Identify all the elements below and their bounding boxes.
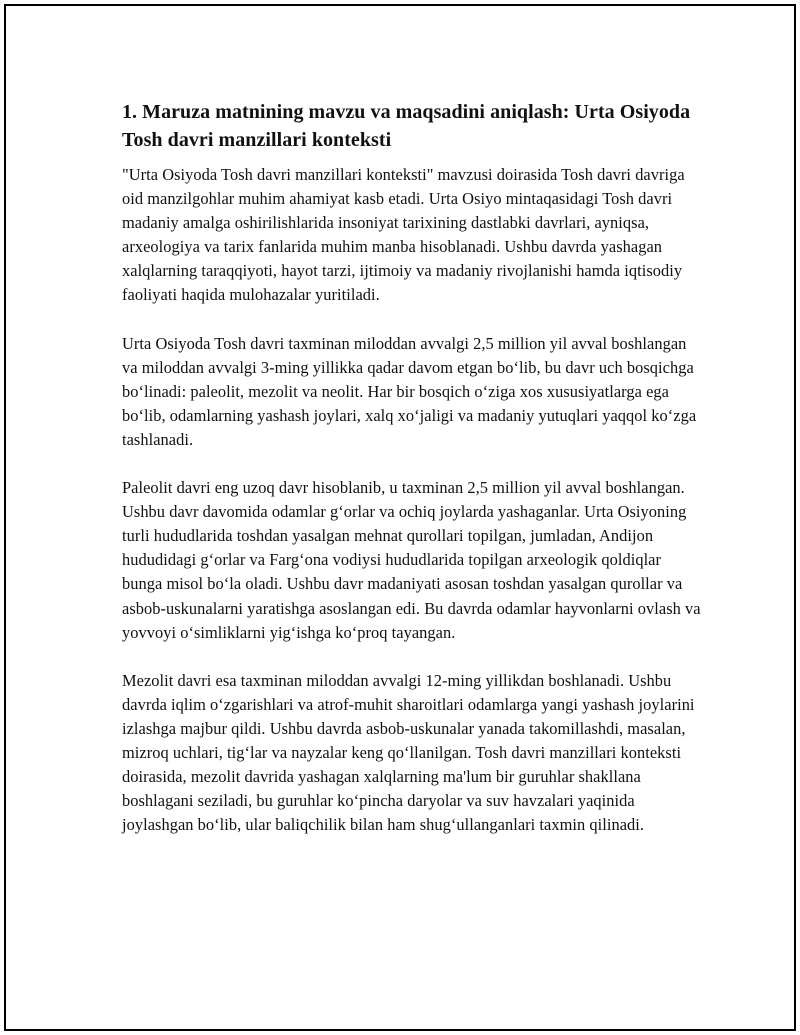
section-heading: 1. Maruza matnining mavzu va maqsadini aniqlash: Urta Osiyoda Tosh davri manzillari konteksti — [122, 101, 691, 151]
paragraph-paleolithic: Paleolit davri eng uzoq davr hisoblanib, u taxminan 2,5 million yil avval boshlangan. Ushbu davr davomida odamlar g‘orlar va ochiq joylarda yashaganlar. Urta Osiyoning turli hududlarida toshdan yasalgan mehnat qurollari topilgan, jumladan, Andijon hududidagi g‘orlar va Farg‘ona vodiysi hududlarida topilgan arxeologik qoldiqlar bunga misol bo‘la oladi. Ushbu davr madaniyati asosan toshdan yasalgan qurollar va asbob-uskunalarni yaratishga asoslangan edi. Bu davrda odamlar hayvonlarni ovlash va yovvoyi o‘simliklarni yig‘ishga ko‘proq tayangan. — [122, 478, 701, 642]
document-page — [4, 4, 796, 1031]
paragraph-stone-age-overview: Urta Osiyoda Tosh davri taxminan miloddan avvalgi 2,5 million yil avval boshlangan va miloddan avvalgi 3-ming yillikka qadar davom etgan bo‘lib, bu davr uch bosqichga bo‘linadi: paleolit, mezolit va neolit. Har bir bosqich o‘ziga xos xususiyatlarga ega bo‘lib, odamlarning yashash joylari, xalq xo‘jaligi va madaniy yutuqlari yaqqol ko‘zga tashlanadi. — [122, 333, 697, 449]
document-body — [122, 98, 702, 861]
paragraph-intro: "Urta Osiyoda Tosh davri manzillari konteksti" mavzusi doirasida Tosh davri davriga oid manzilgohlar muhim ahamiyat kasb etadi. Urta Osiyo mintaqasidagi Tosh davri madaniy amalga oshirilishlarida insoniyat tarixining dastlabki davrlari, ayniqsa, arxeologiya va tarix fanlarida muhim manba hisoblanadi. Ushbu davrda yashagan xalqlarning taraqqiyoti, hayot tarzi, ijtimoiy va madaniy rivojlanishi hamda iqtisodiy faoliyati haqida mulohazalar yuritiladi. — [122, 165, 685, 305]
paragraph-mesolithic: Mezolit davri esa taxminan miloddan avvalgi 12-ming yillikdan boshlanadi. Ushbu davrda iqlim o‘zgarishlari va atrof-muhit sharoitlari odamlarga yangi yashash joylarini izlashga majbur qildi. Ushbu davrda asbob-uskunalar yanada takomillashdi, masalan, mizroq uchlari, tig‘lar va nayzalar keng qo‘llanilgan. Tosh davri manzillari konteksti doirasida, mezolit davrida yashagan xalqlarning ma'lum bir guruhlar shakllana boshlagani seziladi, bu guruhlar ko‘pincha daryolar va suv havzalari yaqinida joylashgan bo‘lib, ular baliqchilik bilan ham shug‘ullanganlari taxmin qilinadi. — [122, 670, 695, 835]
